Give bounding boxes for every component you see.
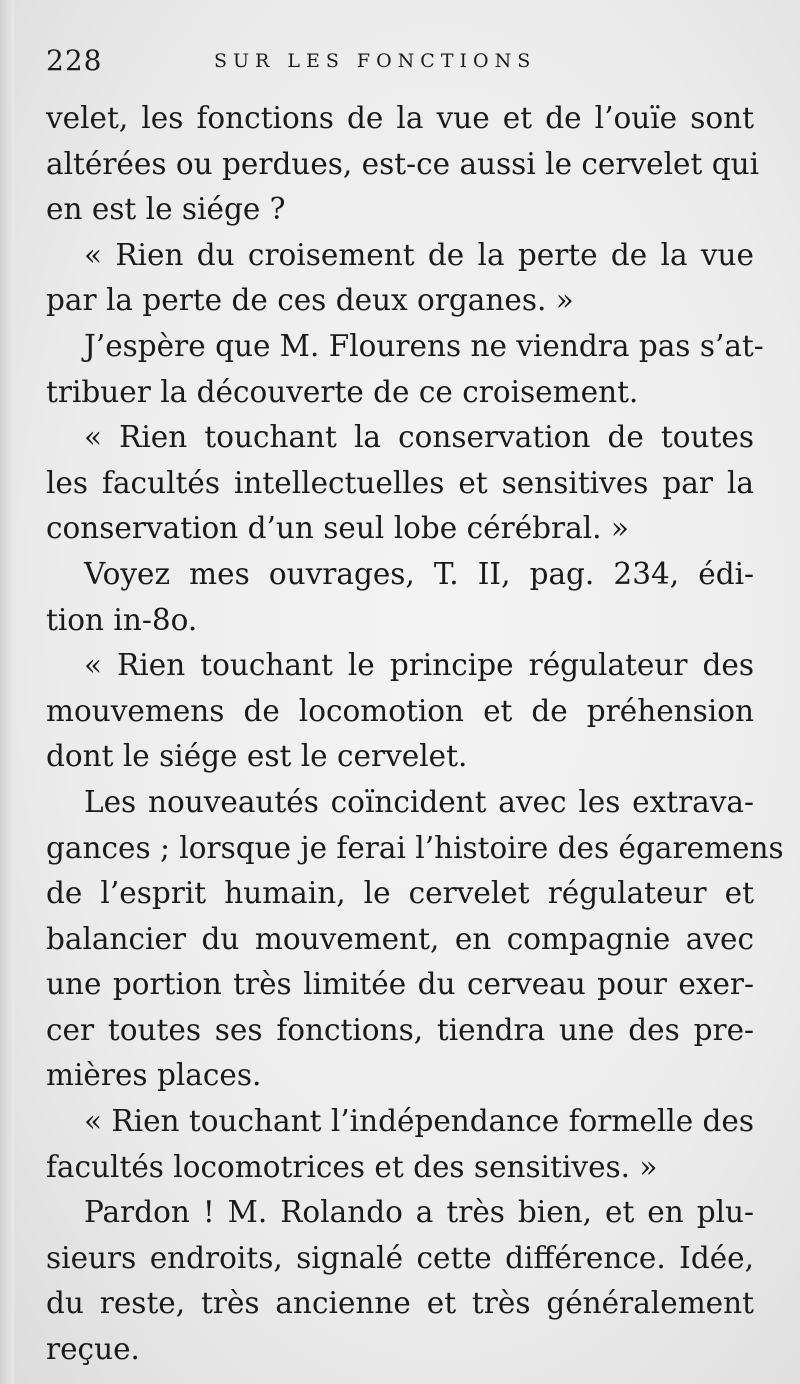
text-line: sieurs endroits, signalé cette différence. Idée, bbox=[46, 1240, 754, 1275]
text-line: de l’esprit humain, le cervelet régulateur et bbox=[46, 876, 754, 911]
text-line: conservation d’un seul lobe cérébral. » bbox=[46, 511, 629, 546]
page-number: 228 bbox=[46, 44, 103, 77]
text-line: Voyez mes ouvrages, T. II, pag. 234, édi- bbox=[84, 556, 754, 591]
text-line: J’espère que M. Flourens ne viendra pas s’at- bbox=[84, 328, 764, 363]
text-line: balancier du mouvement, en compagnie avec bbox=[46, 921, 754, 956]
text-line: tion in-8o. bbox=[46, 602, 198, 637]
text-line: « Rien touchant la conservation de toutes bbox=[84, 420, 754, 455]
text-line: mières places. bbox=[46, 1058, 262, 1093]
running-head: SUR LES FONCTIONS bbox=[214, 50, 537, 72]
text-line: reçue. bbox=[46, 1332, 140, 1367]
text-line: velet, les fonctions de la vue et de l’ouïe sont bbox=[46, 101, 754, 135]
text-line: tribuer la découverte de ce croisement. bbox=[46, 374, 639, 409]
text-line: « Rien du croisement de la perte de la vue bbox=[84, 237, 754, 272]
page-header bbox=[46, 44, 754, 84]
text-line: Pardon ! M. Rolando a très bien, et en plu- bbox=[84, 1195, 754, 1230]
text-line: du reste, très ancienne et très généralement bbox=[46, 1286, 754, 1321]
text-line: Les nouveautés coïncident avec les extrava- bbox=[84, 784, 754, 819]
text-line: une portion très limitée du cerveau pour exer- bbox=[46, 967, 754, 1002]
text-line: mouvemens de locomotion et de préhension bbox=[46, 693, 754, 728]
body-text bbox=[46, 96, 784, 1373]
text-line: les facultés intellectuelles et sensitives par la bbox=[46, 465, 754, 500]
text-line: « Rien touchant le principe régulateur des bbox=[84, 648, 754, 683]
text-line: « Rien touchant l’indépendance formelle des bbox=[84, 1104, 755, 1139]
text-line: gances ; lorsque je ferai l’histoire des égaremens bbox=[46, 830, 784, 865]
text-line: dont le siége est le cervelet. bbox=[46, 739, 468, 774]
text-line: en est le siége ? bbox=[46, 192, 286, 227]
text-line: facultés locomotrices et des sensitives. » bbox=[46, 1149, 658, 1184]
text-line: par la perte de ces deux organes. » bbox=[46, 283, 574, 318]
text-line: cer toutes ses fonctions, tiendra une des pre- bbox=[46, 1012, 754, 1047]
text-line: altérées ou perdues, est-ce aussi le cervelet qui bbox=[46, 146, 760, 181]
page-edge-shadow bbox=[0, 0, 14, 1384]
